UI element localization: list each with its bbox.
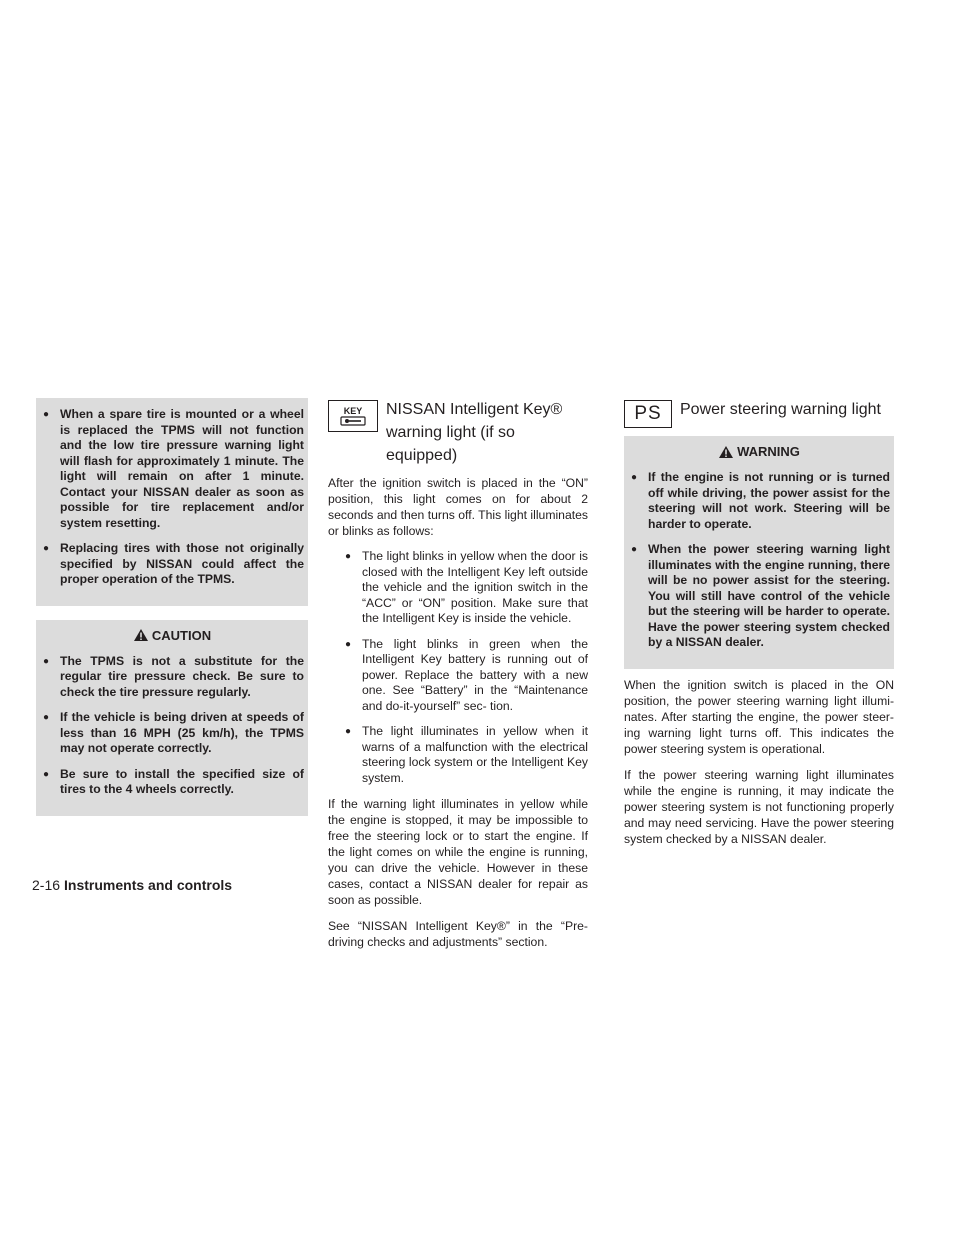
warning-list <box>628 470 890 651</box>
list-item: ● If the engine is not running or is turned off while driving, the power assist for the steering will not work. Steering will be harder to operate. <box>628 470 890 532</box>
power-steering-icon <box>624 400 672 428</box>
list-item: ● When the power steering warning light illuminates with the engine running, there will be no power assist for the steering. You will still have control of the vehicle but the steering will be harder to operate. Have the power steering system checked by a NISSAN dealer. <box>628 542 890 651</box>
caution-heading <box>40 624 304 649</box>
middle-column <box>328 398 588 960</box>
key-light-list <box>342 549 588 786</box>
power-steering-heading <box>624 398 894 428</box>
tpms-notes-box <box>36 398 308 606</box>
warning-heading <box>628 440 890 465</box>
page-number: 2-16 <box>32 877 61 893</box>
ps-icon-label: PS <box>634 403 662 424</box>
list-item: ● The light blinks in yellow when the door is closed with the Intelligent Key left outside the vehicle and the ignition switch in the “ACC” or “ON” position. Make sure that the Intelligent Key is inside the vehicle. <box>342 549 588 627</box>
tpms-notes-list <box>40 407 304 588</box>
section-title: Power steering warning light <box>680 401 881 418</box>
footer-section-title: Instruments and controls <box>64 877 233 893</box>
paragraph: If the warning light illuminates in yellow while the engine is stopped, it may be impossible to free the steering lock or to start the engine. If the light comes on while the engine is running, you can drive the vehicle. However in these cases, contact a NISSAN dealer for repair as soon as possible. <box>328 797 588 907</box>
paragraph: After the ignition switch is placed in the “ON” position, this light comes on for about 2 seconds and then turns off. This light illuminates or blinks as follows: <box>328 476 588 538</box>
list-item: ● Be sure to install the specified size of tires to the 4 wheels correctly. <box>40 767 304 798</box>
key-shape-icon <box>340 416 366 426</box>
key-warning-icon <box>328 400 378 432</box>
paragraph: If the power steering warning light illuminates while the engine is running, it may indicate the power steering system is not functioning properly and may need servicing. Have the power steering system checked by a NISSAN dealer. <box>624 767 894 846</box>
warning-triangle-icon <box>718 445 734 459</box>
section-title: NISSAN Intelligent Key® warning light (if so equipped) <box>386 401 563 464</box>
caution-list <box>40 654 304 798</box>
list-item: ● The light illuminates in yellow when it warns of a malfunction with the electrical steering lock system or the Intelligent Key system. <box>342 724 588 786</box>
list-item: ● If the vehicle is being driven at speeds of less than 16 MPH (25 km/h), the TPMS may not operate correctly. <box>40 710 304 757</box>
list-item: ● Replacing tires with those not originally specified by NISSAN could affect the proper operation of the TPMS. <box>40 541 304 588</box>
warning-box <box>624 436 894 669</box>
key-icon-label: KEY <box>343 406 363 416</box>
list-item: ● The light blinks in green when the Intelligent Key battery is running out of power. Replace the battery with a new one. See “Battery” in the “Maintenance and do-it-yourself” sec- tion. <box>342 637 588 715</box>
paragraph: See “NISSAN Intelligent Key®” in the “Pre- driving checks and adjustments” section. <box>328 919 588 949</box>
caution-box <box>36 620 308 816</box>
warning-title: WARNING <box>737 444 800 459</box>
caution-title: CAUTION <box>151 627 212 643</box>
intelligent-key-heading <box>328 398 588 467</box>
left-column <box>36 398 308 816</box>
list-item: ● When a spare tire is mounted or a wheel is replaced the TPMS will not function and the low tire pressure warning light will flash for approximately 1 minute. The light will remain on after 1 minute. Contact your NISSAN dealer as soon as possible for tire replacement and/or system resetting. <box>40 407 304 531</box>
right-column <box>624 398 894 857</box>
paragraph: When the ignition switch is placed in the ON position, the power steering warning light illumi- nates. After starting the engine, the power steer- ing warning light turns off. This indicates the power steering system is operational. <box>624 677 894 756</box>
page-footer <box>32 877 232 893</box>
warning-triangle-icon <box>133 628 149 642</box>
list-item: ● The TPMS is not a substitute for the regular tire pressure check. Be sure to check the tire pressure regularly. <box>40 654 304 701</box>
